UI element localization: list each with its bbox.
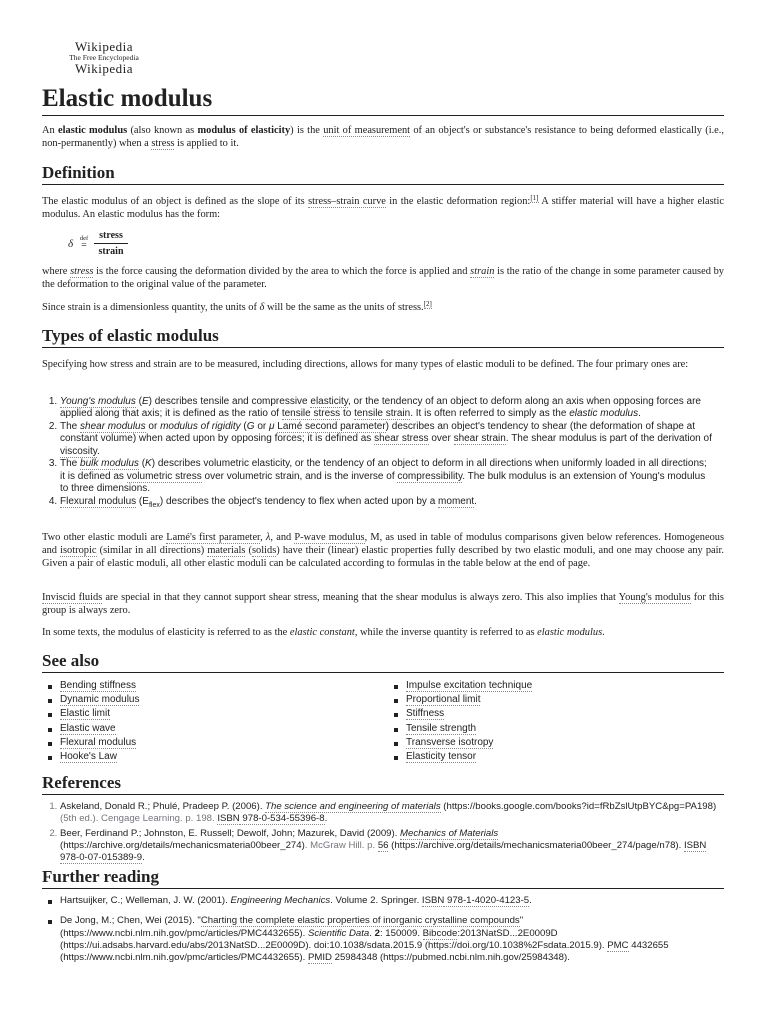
definition-paragraph-2: where stress is the force causing the deformation divided by the area to which the force is applied and strain is the ratio of the change in some parameter caused by the deformation to the original value of the parameter. <box>42 266 725 290</box>
link-stiffness[interactable]: Stiffness <box>406 708 445 720</box>
further-reading-item-1: Hartsuijker, C.; Welleman, J. W. (2001). Engineering Mechanics. Volume 2. Springer. ISBN 978-1-4020-4123-5. <box>46 895 726 907</box>
link-elasticity[interactable]: elasticity <box>310 396 348 407</box>
page-title: Elastic modulus <box>42 85 213 112</box>
link-youngs-modulus[interactable]: Young's modulus <box>60 396 136 407</box>
link-lame-second-parameter[interactable]: Lamé second parameter <box>277 420 386 432</box>
see-also-item <box>46 750 139 764</box>
reference-item-2: 2. Beer, Ferdinand P.; Johnston, E. Russell; Dewolf, John; Mazurek, David (2009). Mechanics of Materials (https://archive.org/details/mechanicsmateria00beer_274). McGraw Hill. p. 56 (https://archive.org/details/mechanicsmateria00beer_274/page/n78). ISBN 978-0-07-015389-9. <box>60 828 724 865</box>
intro-paragraph: An elastic modulus (also known as modulus of elasticity) is the unit of measurement of an object's or substance's resistance to being deformed elastically (i.e., non-permanently) when a stress is applied to it. <box>42 125 724 149</box>
ref-2-link[interactable]: [2] <box>423 299 432 308</box>
list-item-bulk-modulus: 3. The bulk modulus (K) describes volumetric elasticity, or the tendency of an object to deform in all directions when uniformly loaded in all directions; it is defined as volumetric stress over volumetric strain, and is the inverse of compressibility. The bulk modulus is an extension of Young's modulus to three dimensions. <box>60 458 712 495</box>
link-proportional-limit[interactable]: Proportional limit <box>406 694 481 706</box>
see-also-item <box>46 707 139 721</box>
heading-definition: Definition <box>42 163 115 182</box>
link-compressibility[interactable]: compressibility <box>397 470 463 482</box>
ref-1-isbn-link[interactable]: 978-0-534-55396-8 <box>239 813 325 825</box>
see-also-column-left <box>46 679 139 764</box>
link-bending-stiffness[interactable]: Bending stiffness <box>60 680 136 691</box>
formula-fraction <box>94 230 128 257</box>
types-paragraph-2: Two other elastic moduli are Lamé's first parameter, λ, and P-wave modulus, M, as used in table of modulus comparisons given below references. Homogeneous and isotropic (similar in all directions) materials (solids) have their (linear) elastic properties fully described by two elastic moduli, and one may choose any pair. Given a pair of elastic moduli, all other elastic moduli can be calculated according to formulas in the table below at the end of page. <box>42 532 725 569</box>
link-unit-of-measurement[interactable]: unit of measurement <box>323 125 411 136</box>
link-p-wave-modulus[interactable]: P-wave modulus <box>294 532 365 543</box>
list-item-youngs-modulus: 1. Young's modulus (E) describes tensile and compressive elasticity, or the tendency of an object to deform along an axis when opposing forces are applied along that axis; it is defined as the ratio of tensile stress to tensile strain. It is often referred to simply as the elastic modulus. <box>60 396 712 421</box>
further-2-title-link[interactable]: Charting the complete elastic properties of inorganic crystalline compounds <box>200 915 520 927</box>
ref-2-title-link[interactable]: Mechanics of Materials <box>400 827 499 839</box>
isbn-link[interactable]: ISBN <box>217 813 240 825</box>
link-shear-modulus[interactable]: shear modulus <box>80 420 146 432</box>
link-stress-strain-curve[interactable]: stress–strain curve <box>308 196 386 207</box>
further-reading-list <box>46 895 726 972</box>
link-flexural-modulus[interactable]: Flexural modulus <box>60 495 137 507</box>
heading-references: References <box>42 773 121 792</box>
logo-wordmark: Wikipedia <box>74 39 134 54</box>
link-bulk-modulus[interactable]: bulk modulus <box>80 458 139 470</box>
ref-1-title-link[interactable]: The science and engineering of materials <box>265 801 441 812</box>
list-item-shear-modulus: 2. The shear modulus or modulus of rigidity (G or μ Lamé second parameter) describes an object's tendency to shear (the deformation of shape at constant volume) when acted upon by opposing forces; it is defined as shear stress over shear strain. The shear modulus is part of the derivation of viscosity. <box>60 421 712 458</box>
link-dynamic-modulus[interactable]: Dynamic modulus <box>60 694 140 706</box>
see-also-column-right <box>392 679 532 764</box>
references-divider <box>42 794 724 795</box>
link-elasticity-tensor[interactable]: Elasticity tensor <box>406 751 477 763</box>
link-moment[interactable]: moment <box>438 495 475 507</box>
formula-defined-as: def = <box>79 235 89 251</box>
wikipedia-logo[interactable] <box>54 40 154 75</box>
link-impulse-excitation-technique[interactable]: Impulse excitation technique <box>406 680 533 691</box>
pmc-link[interactable]: PMC <box>607 939 629 951</box>
link-tensile-stress[interactable]: tensile stress <box>281 408 341 420</box>
see-also-item <box>46 679 139 693</box>
list-item-flexural-modulus: 4. Flexural modulus $(E_{flex})$ describes the object's tendency to flex when acted upon by a moment. <box>60 496 712 508</box>
isbn-link[interactable]: ISBN <box>421 895 445 906</box>
link-transverse-isotropy[interactable]: Transverse isotropy <box>406 736 494 748</box>
further-1-isbn-link[interactable]: 978-1-4020-4123-5 <box>444 895 530 906</box>
see-also-item <box>392 693 532 707</box>
link-youngs-modulus-2[interactable]: Young's modulus <box>618 592 691 603</box>
further-reading-item-2: De Jong, M.; Chen, Wei (2015). "Charting the complete elastic properties of inorganic crystalline compounds" (https://www.ncbi.nlm.nih.gov/pmc/articles/PMC4432655). Scientific Data. 2: 150009. Bibcode:2013NatSD...2E0009D (https://ui.adsabs.harvard.edu/abs/2013NatSD...2E0009D). doi:10.1038/sdata.2015.9 (https://doi.org/10.1038%2Fsdata.2015.9). PMC 4432655 (https://www.ncbi.nlm.nih.gov/pmc/articles/PMC4432655). PMID 25984348 (https://pubmed.ncbi.nlm.nih.gov/25984348). <box>46 915 726 964</box>
link-volumetric-stress[interactable]: volumetric stress <box>126 470 202 482</box>
see-also-item <box>46 722 139 736</box>
types-list <box>60 396 712 508</box>
link-viscosity[interactable]: viscosity <box>60 445 98 457</box>
link-elastic-wave[interactable]: Elastic wave <box>60 722 116 734</box>
see-also-item <box>392 707 532 721</box>
definition-paragraph-1: The elastic modulus of an object is defined as the slope of its stress–strain curve in the elastic deformation region:[1] A stiffer material will have a higher elastic modulus. An elastic modulus has the form: <box>42 193 724 220</box>
ref-2-isbn-link[interactable]: 978-0-07-015389-9 <box>60 852 143 864</box>
see-also-divider <box>42 672 724 673</box>
link-shear-strain[interactable]: shear strain <box>453 433 506 445</box>
types-intro: Specifying how stress and strain are to be measured, including directions, allows for many types of elastic moduli to be defined. The four primary ones are: <box>42 359 689 370</box>
heading-types: Types of elastic modulus <box>42 326 219 345</box>
further-reading-divider <box>42 888 724 889</box>
types-paragraph-3: Inviscid fluids are special in that they cannot support shear stress, meaning that the shear modulus is always zero. This also implies that Young's modulus for this group is always zero. <box>42 592 724 616</box>
ref-2-page-link[interactable]: 56 <box>377 839 389 851</box>
see-also-item <box>392 750 532 764</box>
see-also-item <box>392 722 532 736</box>
reference-item-1: 1. Askeland, Donald R.; Phulé, Pradeep P. (2006). The science and engineering of materials (https://books.google.com/books?id=fRbZslUtpBYC&pg=PA198) (5th ed.). Cengage Learning. p. 198. ISBN 978-0-534-55396-8. <box>60 801 724 826</box>
logo-tagline: The Free Encyclopedia <box>69 53 139 62</box>
logo-wordmark-secondary: Wikipedia <box>74 61 134 76</box>
heading-further-reading: Further reading <box>42 867 159 886</box>
bibcode-link[interactable]: Bibcode <box>422 927 458 939</box>
see-also-item <box>392 736 532 750</box>
isbn-link[interactable]: ISBN <box>683 839 707 851</box>
link-tensile-strength[interactable]: Tensile strength <box>406 722 477 734</box>
link-stress[interactable]: stress <box>151 138 175 149</box>
link-stress-2[interactable]: stress <box>70 266 94 277</box>
see-also-item <box>46 693 139 707</box>
link-hookes-law[interactable]: Hooke's Law <box>60 751 117 763</box>
link-elastic-limit[interactable]: Elastic limit <box>60 708 111 720</box>
ref-1-link[interactable]: [1] <box>530 193 539 202</box>
formula-delta: δ <box>68 238 74 250</box>
formula-denominator: strain <box>98 246 124 257</box>
link-isotropic[interactable]: isotropic <box>60 545 97 556</box>
types-paragraph-4: In some texts, the modulus of elasticity is referred to as the elastic constant, while the inverse quantity is referred to as elastic modulus. <box>42 627 605 638</box>
formula-numerator: stress <box>99 230 123 241</box>
pmid-link[interactable]: PMID <box>307 952 332 964</box>
see-also-item <box>46 736 139 750</box>
definition-divider <box>42 184 724 185</box>
link-flexural-modulus-2[interactable]: Flexural modulus <box>60 736 137 748</box>
fraction-bar <box>94 243 128 244</box>
heading-see-also: See also <box>42 651 100 670</box>
definition-paragraph-3: Since strain is a dimensionless quantity, the units of δ will be the same as the units of stress.[2] <box>42 299 432 313</box>
link-strain[interactable]: strain <box>470 266 495 277</box>
title-divider <box>42 115 724 116</box>
link-lames-first-parameter[interactable]: Lamé's first parameter <box>166 532 261 543</box>
references-list <box>60 801 724 866</box>
link-inviscid-fluids[interactable]: Inviscid fluids <box>42 592 103 603</box>
types-divider <box>42 347 724 348</box>
see-also-item <box>392 679 532 693</box>
link-shear-stress[interactable]: shear stress <box>374 433 429 445</box>
link-tensile-strain[interactable]: tensile strain <box>354 408 411 420</box>
link-materials[interactable]: materials <box>207 545 246 556</box>
link-solids[interactable]: solids <box>252 545 277 556</box>
